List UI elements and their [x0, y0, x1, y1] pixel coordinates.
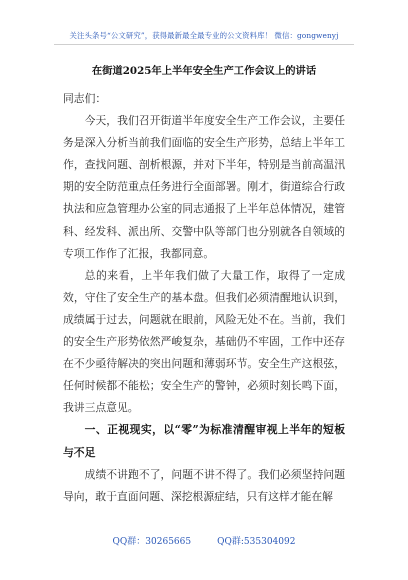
- document-body: [63, 88, 345, 508]
- paragraph-3: 成绩不讲跑不了，问题不讲不得了。我们必须坚持问题导向，敢于直面问题、深挖根源症结，只有这样才能在解: [63, 467, 345, 503]
- section-heading-1: 一、正视现实，以“零”为标准清醒审视上半年的短板与不足: [63, 423, 345, 459]
- document-title: 在街道2025年上半年安全生产工作会议上的讲话: [91, 65, 317, 77]
- footer-qq-group-2: QQ群:535304092: [217, 537, 296, 547]
- header-notice: 关注头条号“公文研究”，获得最新最全最专业的公文资料库！ 微信：gongwenyj: [69, 31, 339, 40]
- footer-contacts: [0, 534, 408, 547]
- salutation: 同志们：: [63, 92, 107, 105]
- header-divider: [54, 44, 354, 45]
- paragraph-2: 总的来看，上半年我们做了大量工作，取得了一定成效，守住了安全生产的基本盘。但我们必须清醒地认识到，成绩属于过去，问题就在眼前，风险无处不在。当前，我们的安全生产形势依然严峻复杂，基础仍不牢固，工作中还存在不少亟待解决的突出问题和薄弱环节。安全生产这根弦，任何时候都不能松；安全生产的警钟，必须时刻长鸣下面，我讲三点意见。: [63, 268, 345, 415]
- paragraph-1: 今天，我们召开街道半年度安全生产工作会议，主要任务是深入分析当前我们面临的安全生产形势，总结上半年工作，查找问题、剖析根源，并对下半年，特别是当前高温汛期的安全防范重点任务进行全面部署。刚才，街道综合行政执法和应急管理办公室的同志通报了上半年总体情况，建管科、经发科、派出所、交警中队等部门也分别就各自领域的专项工作作了汇报，我都同意。: [63, 114, 345, 260]
- footer-qq-group-1: QQ群：30265665: [112, 537, 192, 547]
